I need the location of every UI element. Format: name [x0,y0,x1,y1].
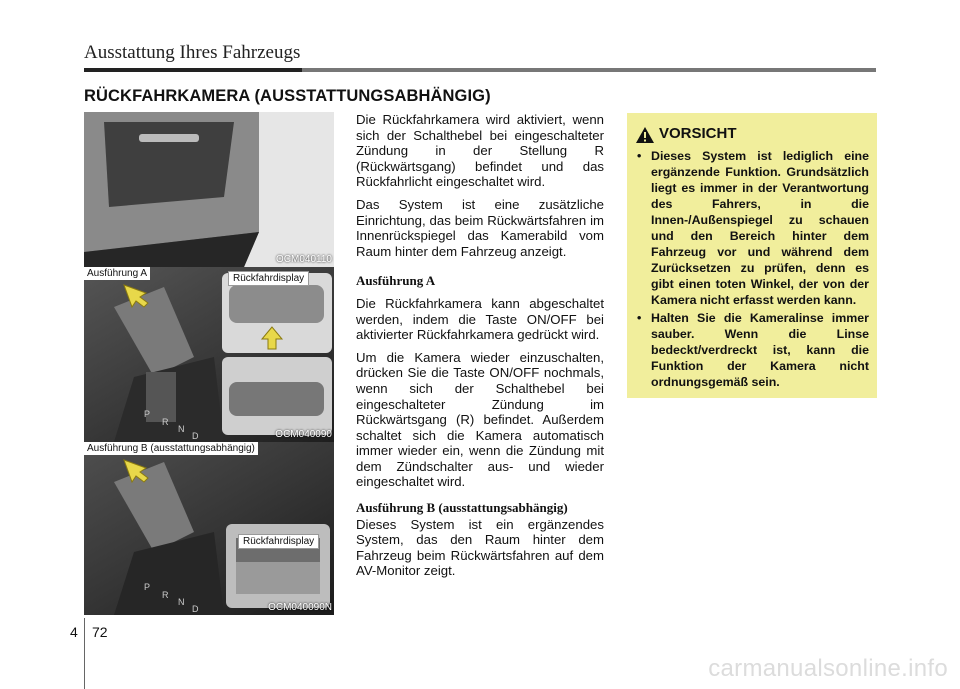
subheading: Ausführung B (ausstattungsabhängig) [356,500,568,516]
subheading: Ausführung A [356,273,436,289]
av-monitor-illustration [84,442,334,615]
gear-shifter-illustration [84,267,334,442]
footer-divider [84,618,85,689]
paragraph: Um die Kamera wieder einzuschalten, drücken Sie die Taste ON/OFF nochmals, wenn sich der Schalthebel bei eingeschalteter Zündung im Rückwärtsgang (R) befindet. Außerdem schaltet sich die Kamera automatisch immer wieder ein, wenn die Zündung mit dem Zündschalter aus- und wieder eingeschaltet wird. [356,349,604,490]
svg-text:R: R [162,590,169,600]
display-label: Rückfahrdisplay [238,534,319,549]
svg-text:N: N [178,597,185,607]
variant-a-label: Ausführung A [84,267,150,280]
paragraph: Die Rückfahrkamera kann abgeschaltet werden, indem die Taste ON/OFF bei aktivierter Rückfahrkamera gedrückt wird. [356,295,604,343]
watermark: carmanualsonline.info [708,655,948,682]
svg-text:N: N [178,424,185,434]
paragraph: Das System ist eine zusätzliche Einrichtung, das beim Rückwärtsfahren im Innenrückspiegel das Kamerabild vom Raum hinter dem Fahrzeug anzeigt. [356,196,604,259]
header-rule-accent [84,68,302,72]
paragraph: Dieses System ist ein ergänzendes System, das den Raum hinter dem Fahrzeug beim Rückwärtsfahren auf dem AV-Monitor zeigt. [356,516,604,579]
rear-camera-photo [84,112,334,267]
warning-item: • Halten Sie die Kameralinse immer sauber. Wenn die Linse bedeckt/verdreckt ist, kann die Funktion der Kamera nicht ordnungsgemäß sein. [637,310,869,390]
warning-list [637,148,869,392]
warning-item: • Dieses System ist lediglich eine ergänzende Funktion. Grundsätzlich liegt es immer in der Verantwortung des Fahrers, in die Innen-/Außenspiegel zu schauen und den Bereich hinter dem Fahrzeug vor und während dem Zurücksetzen zu prüfen, denn es gibt einen toten Winkel, der von der Kamera nicht erfasst werden kann. [637,148,869,308]
svg-text:P: P [144,409,151,419]
svg-text:D: D [192,604,199,614]
body-text [356,112,604,586]
paragraph: Die Rückfahrkamera wird aktiviert, wenn sich der Schalthebel bei eingeschalteter Zündung in der Stellung R (Rückwärtsgang) befindet und das Rückfahrlicht eingeschaltet wird. [356,112,604,190]
svg-text:D: D [192,431,199,441]
variant-b-label: Ausführung B (ausstattungsabhängig) [84,442,258,455]
warning-box [627,113,877,398]
vehicle-rear-illustration [84,112,334,267]
page-number: 72 [92,624,108,640]
svg-text:R: R [162,417,169,427]
svg-text:P: P [144,582,151,592]
variant-b-photo [84,442,334,615]
display-label: Rückfahrdisplay [228,271,309,286]
section-title: RÜCKFAHRKAMERA (AUSSTATTUNGSABHÄNGIG) [84,87,491,105]
figure-code: OCM040090 [275,429,332,440]
figure-code: OCM040090N [268,602,332,613]
warning-title: VORSICHT [659,125,737,142]
running-header: Ausstattung Ihres Fahrzeugs [84,42,301,63]
variant-a-photo [84,267,334,442]
figure-code: OCM040110 [276,254,332,265]
chapter-number: 4 [70,624,78,640]
